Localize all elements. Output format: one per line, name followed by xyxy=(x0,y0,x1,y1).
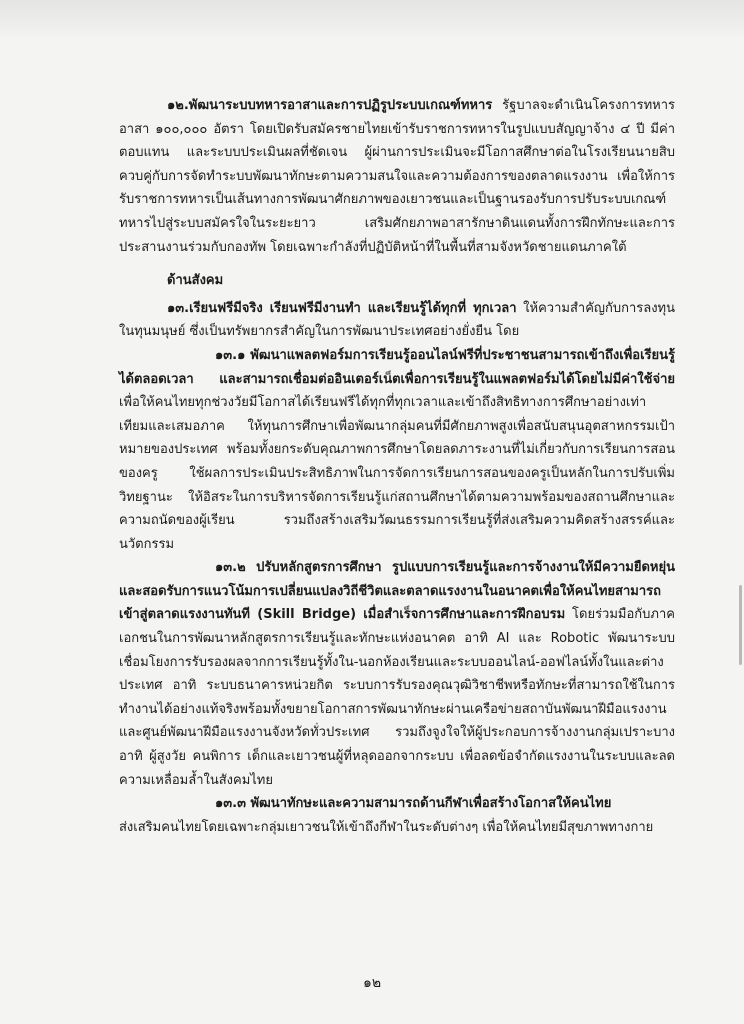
paragraph-13-1 xyxy=(119,344,675,556)
paragraph-13-2 xyxy=(119,556,675,792)
paragraph-13-3-body: ส่งเสริมคนไทยโดยเฉพาะกลุ่มเยาวชนให้เข้าถึงกีฬาในระดับต่างๆ เพื่อให้คนไทยมีสุขภาพทางกาย xyxy=(119,819,654,835)
paragraph-12-title: ๑๒.พัฒนาระบบทหารอาสาและการปฏิรูประบบเกณฑ์ทหาร xyxy=(167,98,493,113)
document-body xyxy=(119,94,675,839)
paragraph-13-1-body: เพื่อให้คนไทยทุกช่วงวัยมีโอกาสได้เรียนฟรีได้ทุกที่ทุกเวลาและเข้าถึงสิทธิทางการศึกษาอย่างเท่าเทียมและเสมอภาค ให้ทุนการศึกษาเพื่อพัฒนากลุ่มคนที่มีศักยภาพสูงเพื่อสนับสนุนอุตสาหกรรมเป้าหมายของประเทศ พร้อมทั้งยกระดับคุณภาพการศึกษาโดยลดภาระงานที่ไม่เกี่ยวกับการเรียนการสอนของครู ใช้ผลการประเมินประสิทธิภาพในการจัดการเรียนการสอนของครูเป็นหลักในการปรับเพิ่มวิทยฐานะ ให้อิสระในการบริหารจัดการเรียนรู้แก่สถานศึกษาได้ตามความพร้อมของสถานศึกษาและความถนัดของผู้เรียน รวมถึงสร้างเสริมวัฒนธรรมการเรียนรู้ที่ส่งเสริมความคิดสร้างสรรค์และนวัตกรรม xyxy=(119,395,675,552)
page-top-shadow xyxy=(0,0,744,40)
paragraph-12-body: รัฐบาลจะดำเนินโครงการทหารอาสา ๑๐๐,๐๐๐ อัตรา โดยเปิดรับสมัครชายไทยเข้ารับราชการทหารในรูปแบบสัญญาจ้าง ๔ ปี มีค่าตอบแทน และระบบประเมินผลที่ชัดเจน ผู้ผ่านการประเมินจะมีโอกาสศึกษาต่อในโรงเรียนนายสิบ ควบคู่กับการจัดทำระบบพัฒนาทักษะตามความสนใจและความต้องการของตลาดแรงงาน เพื่อให้การรับราชการทหารเป็นเส้นทางการพัฒนาศักยภาพของเยาวชนและเป็นฐานรองรับการปรับระบบเกณฑ์ทหารไปสู่ระบบสมัครใจในระยะยาว เสริมศักยภาพอาสารักษาดินแดนทั้งการฝึกทักษะและการประสานงานร่วมกับกองทัพ โดยเฉพาะกำลังที่ปฏิบัติหน้าที่ในพื้นที่สามจังหวัดชายแดนภาคใต้ xyxy=(119,98,675,255)
paragraph-13-3 xyxy=(119,792,675,816)
paragraph-13-1-title: ๑๓.๑ พัฒนาแพลตฟอร์มการเรียนรู้ออนไลน์ฟรีที่ประชาชนสามารถเข้าถึงเพื่อเรียนรู้ได้ตลอดเวลา และสามารถเชื่อมต่ออินเตอร์เน็ตเพื่อการเรียนรู้ในแพลตฟอร์มได้โดยไม่มีค่าใช้จ่าย xyxy=(119,347,675,387)
page-number: ๑๒ xyxy=(362,975,382,991)
paragraph-13-title: ๑๓.เรียนฟรีมีจริง เรียนฟรีมีงานทำ และเรียนรู้ได้ทุกที่ ทุกเวลา xyxy=(167,300,517,316)
paragraph-13-3-title: ๑๓.๓ พัฒนาทักษะและความสามารถด้านกีฬาเพื่อสร้างโอกาสให้คนไทย xyxy=(215,796,612,812)
paragraph-13-body: ให้ความสำคัญกับการลงทุนในทุนมนุษย์ ซึ่งเป็นทรัพยากรสำคัญในการพัฒนาประเทศอย่างยั่งยืน โดย xyxy=(119,300,676,340)
paragraph-13 xyxy=(119,297,675,344)
paragraph-13-2-title: ๑๓.๒ ปรับหลักสูตรการศึกษา รูปแบบการเรียนรู้และการจ้างงานให้มีความยืดหยุ่นและสอดรับการแนวโน้มการเปลี่ยนแปลงวิถีชีวิตและตลาดแรงงานในอนาคตเพื่อให้คนไทยสามารถเข้าสู่ตลาดแรงงานทันที (Skill Bridge) เมื่อสำเร็จการศึกษาและการฝึกอบรม xyxy=(119,560,675,623)
section-heading: ด้านสังคม xyxy=(167,273,224,289)
scrollbar-thumb[interactable] xyxy=(739,585,742,665)
paragraph-13-2-body: โดยร่วมมือกับภาคเอกชนในการพัฒนาหลักสูตรการเรียนรู้และทักษะแห่งอนาคต อาทิ AI และ Robotic พัฒนาระบบเชื่อมโยงการรับรองผลจากการเรียนรู้ทั้งใน-นอกห้องเรียนและระบบออนไลน์-ออฟไลน์ทั้งในและต่างประเทศ อาทิ ระบบธนาคารหน่วยกิต ระบบการรับรองคุณวุฒิวิชาชีพหรือทักษะที่สามารถใช้ในการทำงานได้อย่างแท้จริงพร้อมทั้งขยายโอกาสการพัฒนาทักษะผ่านเครือข่ายสถาบันพัฒนาฝีมือแรงงานและศูนย์พัฒนาฝีมือแรงงานจังหวัดทั่วประเทศ รวมถึงจูงใจให้ผู้ประกอบการจ้างงานกลุ่มเปราะบาง อาทิ ผู้สูงวัย คนพิการ เด็กและเยาวชนผู้ที่หลุดออกจากระบบ เพื่อลดข้อจำกัดแรงงานในระบบและลดความเหลื่อมล้ำในสังคมไทย xyxy=(119,607,675,788)
paragraph-12 xyxy=(119,94,675,259)
